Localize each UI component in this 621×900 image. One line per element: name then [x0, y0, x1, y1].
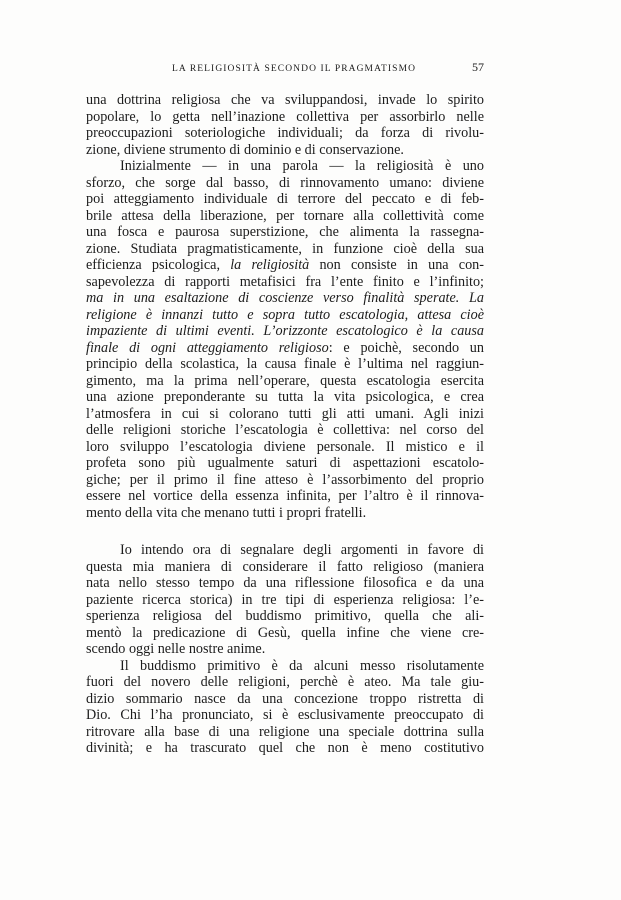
text-run: una dottrina religiosa che va sviluppandosi, invade lo spirito	[86, 92, 484, 108]
text-run: poi atteggiamento individuale di terrore del peccato e di feb-	[86, 191, 484, 207]
text-line	[86, 422, 484, 439]
text-line	[86, 472, 484, 489]
text-line	[86, 373, 484, 390]
text-run: divinità; e ha trascurato quel che non è meno costitutivo	[86, 740, 484, 756]
text-line	[86, 125, 484, 142]
paragraph	[86, 158, 484, 521]
text-line	[86, 224, 484, 241]
text-line	[86, 340, 484, 357]
text-run: brile attesa della liberazione, per tornare alla collettività come	[86, 207, 484, 224]
text-line	[86, 323, 484, 340]
text-run: Inizialmente — in una parola — la religiosità è uno	[120, 158, 484, 174]
text-run: zione. Studiata pragmatisticamente, in funzione cioè della sua	[86, 240, 484, 257]
text-run: non consiste in una con-	[309, 257, 484, 273]
text-line	[86, 592, 484, 609]
text-line	[86, 439, 484, 456]
text-run: essere nel vortice della essenza infinita, per l’altro è il rinnova-	[86, 488, 484, 504]
text-line	[86, 559, 484, 576]
text-line	[86, 208, 484, 225]
text-line	[86, 641, 484, 658]
text-line	[86, 575, 484, 592]
text-run: : e poichè, secondo un	[328, 339, 484, 356]
text-run: zione, diviene strumento di dominio e di conservazione.	[86, 141, 404, 158]
text-run: l’atmosfera in cui si colorano tutti gli atti umani. Agli inizi	[86, 405, 484, 422]
text-line	[86, 241, 484, 258]
italic-run: finale di ogni atteggiamento religioso	[86, 339, 329, 356]
page-number: 57	[472, 60, 484, 74]
text-line	[86, 488, 484, 505]
text-run: paziente ricerca storica) in tre tipi di esperienza religiosa: l’e-	[86, 591, 484, 608]
text-run: Io intendo ora di segnalare degli argomenti in favore di	[120, 542, 484, 558]
body-text	[86, 92, 484, 757]
text-run: una azione preponderante su tutta la vita psicologica, e crea	[86, 389, 484, 405]
text-run: Dio. Chi l’ha pronunciato, si è esclusivamente preoccupato di	[86, 707, 484, 723]
text-run: una fosca e paurosa superstizione, che alimenta la rassegna-	[86, 224, 484, 240]
text-run: profeta sono più ugualmente saturi di aspettazioni escatolo-	[86, 455, 484, 471]
paragraph	[86, 542, 484, 658]
text-line	[86, 92, 484, 109]
text-line	[86, 674, 484, 691]
text-line	[86, 542, 484, 559]
text-line	[86, 158, 484, 175]
text-run: ritrovare alla base di una religione una speciale dottrina sulla	[86, 723, 484, 740]
running-head: LA RELIGIOSITÀ SECONDO IL PRAGMATISMO	[172, 64, 417, 74]
text-run: sperienza religiosa del buddismo primitivo, quella che ali-	[86, 608, 484, 624]
text-run: mento della vita che menano tutti i propri fratelli.	[86, 504, 367, 521]
italic-run: religione è innanzi tutto e sopra tutto escatologia, attesa cioè	[86, 306, 484, 323]
text-line	[86, 658, 484, 675]
text-run: mentò la predicazione di Gesù, quella infine che viene cre-	[86, 624, 484, 641]
text-line	[86, 175, 484, 192]
text-line	[86, 290, 484, 307]
text-run: principio della scolastica, la causa finale è l’ultima nel raggiun-	[86, 356, 484, 372]
text-line	[86, 691, 484, 708]
text-run: giche; per il primo il fine atteso è l’assorbimento del proprio	[86, 471, 484, 488]
text-line	[86, 740, 484, 757]
text-line	[86, 389, 484, 406]
text-line	[86, 274, 484, 291]
text-line	[86, 505, 484, 522]
page-header	[86, 60, 484, 75]
text-run: gimento, ma la prima nell’operare, questa escatologia esercita	[86, 372, 484, 389]
text-line	[86, 608, 484, 625]
text-run: Il buddismo primitivo è da alcuni messo risolutamente	[120, 657, 484, 674]
text-line	[86, 707, 484, 724]
text-run: efficienza psicologica,	[86, 257, 231, 273]
text-run: sforzo, che sorge dal basso, di rinnovamento umano: diviene	[86, 174, 484, 191]
text-run: questa mia maniera di considerare il fatto religioso (maniera	[86, 558, 484, 575]
text-line	[86, 109, 484, 126]
text-run: scendo oggi nelle nostre anime.	[86, 641, 266, 657]
text-run: fuori del novero delle religioni, perchè è ateo. Ma tale giu-	[86, 674, 484, 690]
text-line	[86, 406, 484, 423]
paragraph	[86, 92, 484, 158]
text-run: nata nello stesso tempo da una riflessione filosofica e da una	[86, 575, 484, 591]
text-run: dizio sommario nasce da una concezione troppo ristretta di	[86, 690, 484, 707]
text-line	[86, 356, 484, 373]
italic-run: ma in una esaltazione di coscienze verso finalità sperate. La	[86, 290, 484, 306]
paragraph	[86, 658, 484, 757]
text-run: preoccupazioni soteriologiche individuali; da forza di rivolu-	[86, 125, 484, 141]
text-run: popolare, lo getta nell’inazione collettiva per assorbirlo nelle	[86, 108, 484, 125]
text-run: delle religioni storiche l’escatologia è collettiva: nel corso del	[86, 422, 484, 438]
text-line	[86, 191, 484, 208]
text-run: sapevolezza di rapporti metafisici fra l’ente finito e l’infinito;	[86, 273, 484, 290]
italic-run: la religiosità	[230, 257, 310, 273]
text-line	[86, 142, 484, 159]
paragraph-gap	[86, 521, 484, 542]
text-line	[86, 455, 484, 472]
text-line	[86, 307, 484, 324]
italic-run: impaziente di ultimi eventi. L’orizzonte escatologico è la causa	[86, 323, 484, 339]
text-line	[86, 257, 484, 274]
text-line	[86, 625, 484, 642]
text-line	[86, 724, 484, 741]
text-run: loro sviluppo l’escatologia diviene personale. Il mistico e il	[86, 438, 484, 455]
